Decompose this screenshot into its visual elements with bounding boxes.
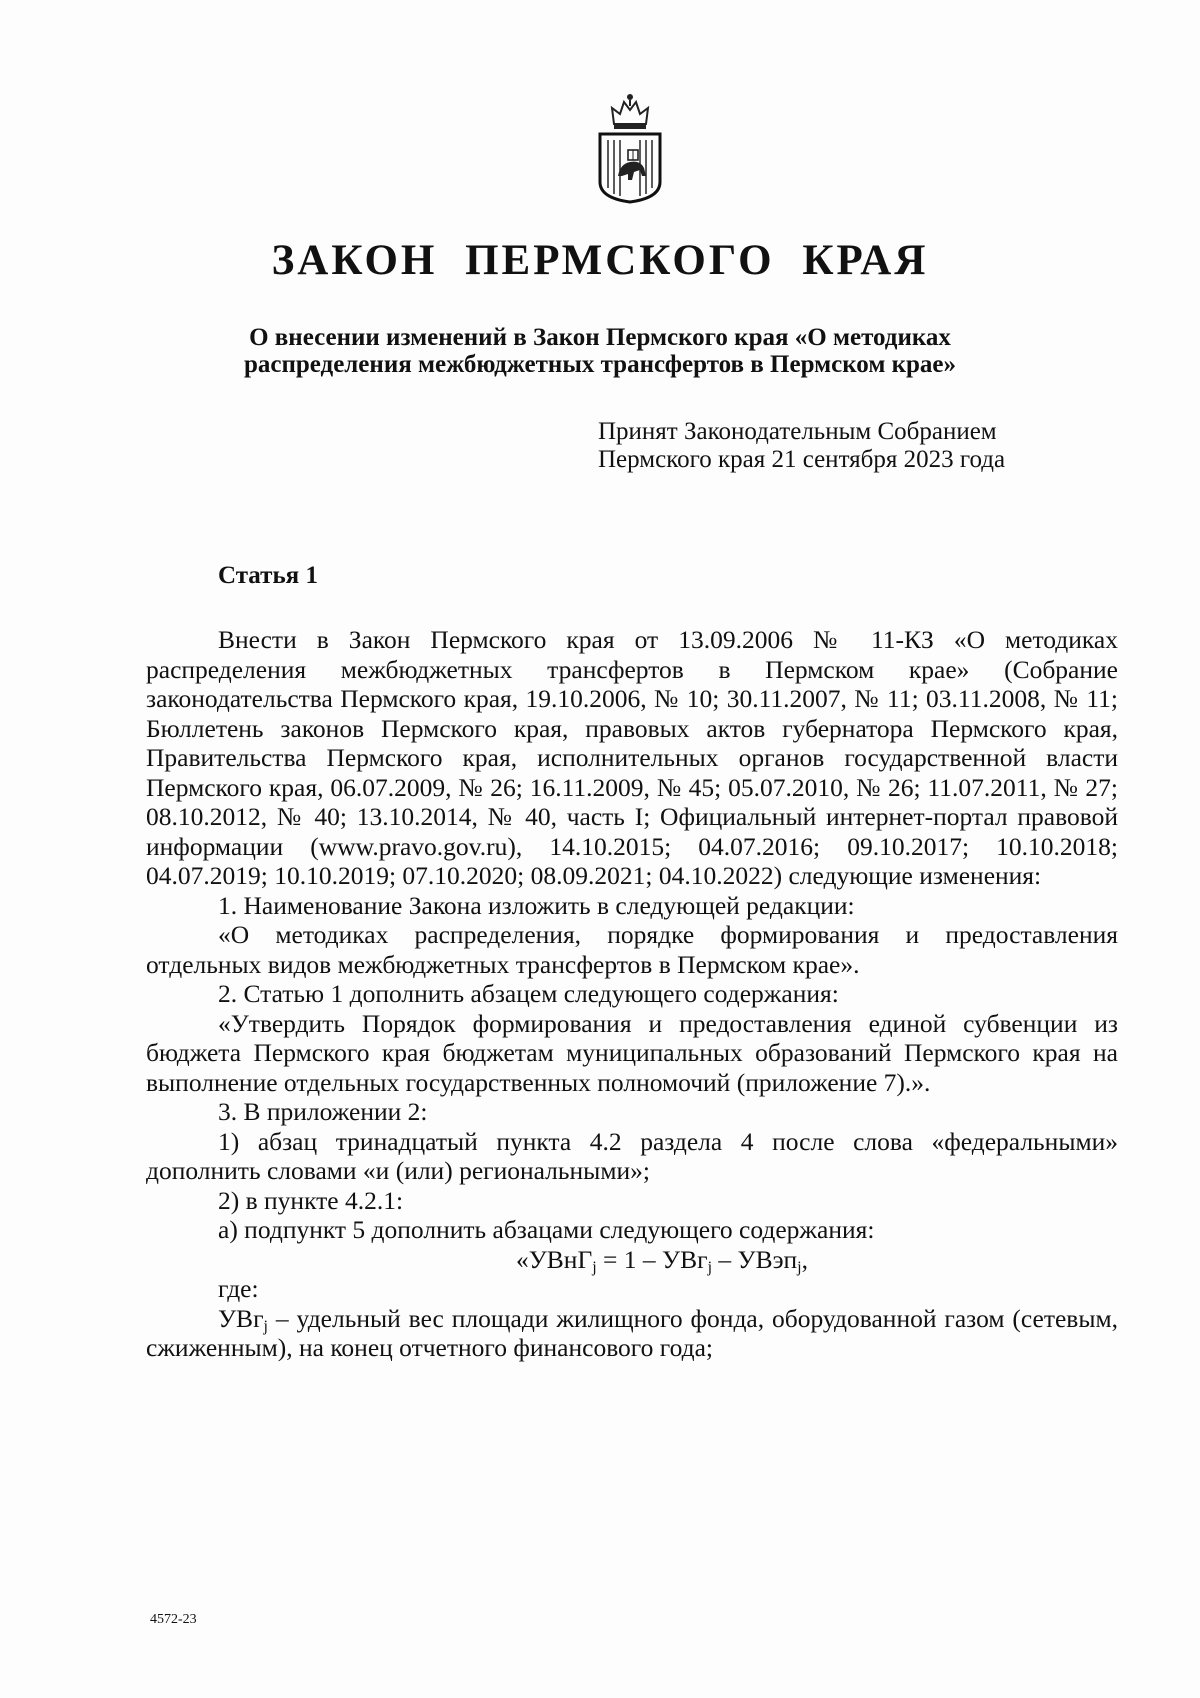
adoption-note-line-1: Принят Законодательным Собранием	[598, 418, 997, 445]
definition-text: – удельный вес площади жилищного фонда, оборудованной газом (сетевым, сжиженным), на конец отчетного финансового года;	[146, 1303, 1118, 1362]
coat-of-arms-icon	[594, 90, 666, 206]
adoption-note-line-2: Пермского края 21 сентября 2023 года	[598, 446, 1006, 473]
item-3-2: 2) в пункте 4.2.1:	[218, 1185, 404, 1215]
formula-minus: –	[712, 1244, 738, 1274]
formula-term-2-subscript: j	[797, 1258, 802, 1276]
item-2: 2. Статью 1 дополнить абзацем следующего содержания:	[218, 979, 839, 1008]
formula-lhs-subscript: j	[592, 1258, 597, 1276]
document-number: 4572-23	[150, 1612, 197, 1627]
formula-term-1: УВг	[662, 1244, 708, 1274]
article-heading: Статья 1	[218, 562, 318, 589]
definition	[146, 1304, 1118, 1363]
formula	[146, 1245, 1118, 1275]
definition-term-subscript: j	[263, 1317, 268, 1335]
item-3-2-a: а) подпункт 5 дополнить абзацами следующего содержания:	[218, 1215, 875, 1244]
item-2-text: «Утвердить Порядок формирования и предоставления единой субвенции из бюджета Пермского края бюджетам муниципальных образований Пермского края на выполнение отдельных государственных полномочий (приложение 7).».	[146, 1008, 1118, 1097]
formula-term-2: УВэп	[737, 1244, 798, 1274]
definition-term: УВг	[218, 1303, 264, 1333]
law-title: ЗАКОН ПЕРМСКОГО КРАЯ	[271, 237, 929, 284]
formula-open-quote: «	[515, 1244, 529, 1274]
formula-term-1-subscript: j	[707, 1258, 713, 1276]
article-body	[146, 625, 1118, 1363]
item-1-text: «О методиках распределения, порядке формирования и предоставления отдельных видов межбюджетных трансфертов в Пермском крае».	[146, 920, 1118, 979]
law-subtitle	[150, 324, 1050, 378]
item-1: 1. Наименование Закона изложить в следующей редакции:	[218, 890, 855, 920]
item-3: 3. В приложении 2:	[218, 1097, 428, 1126]
law-subtitle-line-1: О внесении изменений в Закон Пермского края «О методиках	[249, 324, 951, 351]
item-3-1: 1) абзац тринадцатый пункта 4.2 раздела 4 после слова «федеральными» дополнить словами «и (или) региональными»;	[146, 1126, 1118, 1185]
formula-equals: = 1 –	[596, 1244, 663, 1274]
where-label: где:	[218, 1274, 259, 1303]
article-intro: Внести в Закон Пермского края от 13.09.2006 № 11-КЗ «О методиках распределения межбюджетных трансфертов в Пермском крае» (Собрание законодательства Пермского края, 19.10.2006, № 10; 30.11.2007, № 11; 03.11.2008, № 11; Бюллетень законов Пермского края, правовых актов губернатора Пермского края, Правительства Пермского края, исполнительных органов государственной власти Пермского края, 06.07.2009, № 26; 16.11.2009, № 45; 05.07.2010, № 26; 11.07.2011, № 27; 08.10.2012, № 40; 13.10.2014, № 40, часть I; Официальный интернет-портал правовой информации (www.pravo.gov.ru), 14.10.2015; 04.07.2016; 09.10.2017; 10.10.2018; 04.07.2019; 10.10.2019; 07.10.2020; 08.09.2021; 04.10.2022) следующие изменения:	[146, 625, 1118, 890]
formula-lhs: УВнГ	[528, 1244, 593, 1274]
law-subtitle-line-2: распределения межбюджетных трансфертов в Пермском крае»	[243, 351, 957, 378]
adoption-note	[598, 418, 1005, 474]
formula-close: ,	[801, 1244, 808, 1274]
